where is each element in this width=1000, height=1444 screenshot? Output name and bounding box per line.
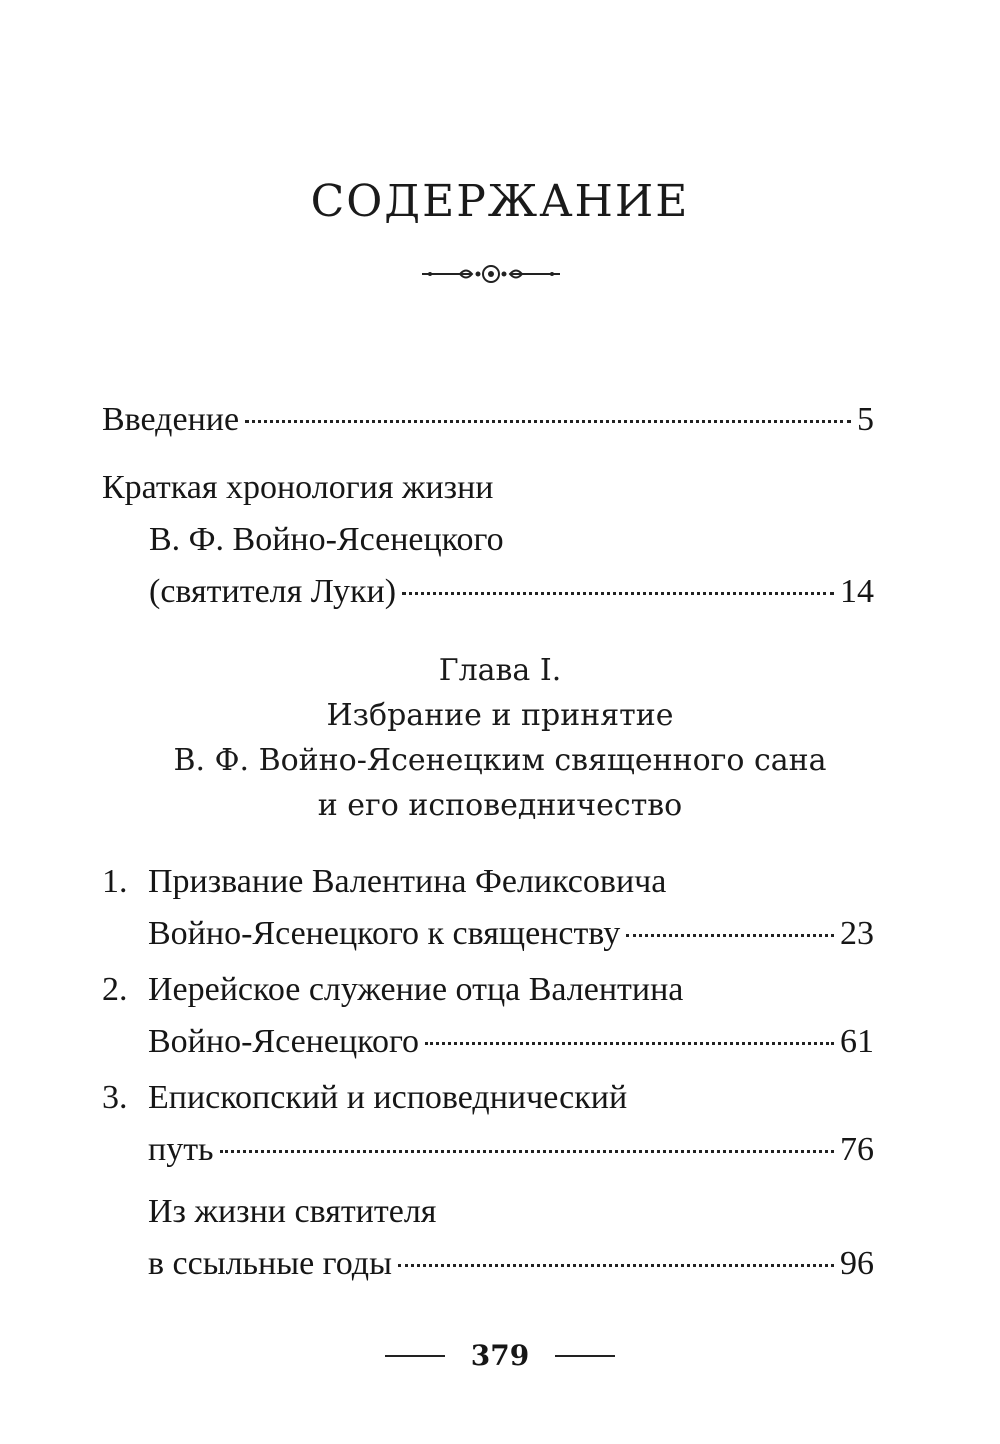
page-number: 379 (470, 1339, 530, 1372)
toc-entry-title: Призвание Валентина Феликсовича (148, 863, 667, 900)
toc-entry-section-2[interactable] (102, 964, 874, 1068)
toc-entry-chronology[interactable] (102, 462, 874, 618)
toc-entry-title: В. Ф. Войно-Ясенецкого (149, 521, 504, 558)
page-title: СОДЕРЖАНИЕ (310, 176, 690, 227)
toc-page-number: 76 (840, 1131, 874, 1168)
toc-entry-section-3[interactable] (102, 1072, 874, 1176)
toc-page-number: 61 (840, 1023, 874, 1060)
chapter-label: Глава I. (438, 653, 562, 688)
chapter-title-line: В. Ф. Войно-Ясенецким священного сана (173, 743, 827, 778)
dot-leader (425, 1042, 834, 1045)
dot-leader (402, 592, 834, 595)
chapter-title-line: Избрание и принятие (326, 698, 674, 733)
dot-leader (220, 1150, 834, 1153)
toc-entry-section-1[interactable] (102, 856, 874, 960)
section-number: 2. (102, 971, 128, 1008)
toc-page-number: 96 (840, 1245, 874, 1282)
toc-entry-title: Иерейское служение отца Валентина (148, 971, 684, 1008)
toc-entry-title: Войно-Ясенецкого к священству (148, 915, 621, 952)
page-folio (0, 1339, 1000, 1372)
dot-leader (626, 934, 834, 937)
dot-leader (398, 1264, 834, 1267)
toc-entry-introduction[interactable] (102, 394, 874, 446)
folio-rule-left (385, 1355, 445, 1357)
toc-page-number: 5 (857, 401, 874, 438)
chapter-heading (0, 648, 1000, 828)
section-number: 3. (102, 1079, 128, 1116)
toc-page-number: 14 (840, 573, 874, 610)
toc-entry-exile-years[interactable] (102, 1186, 874, 1290)
toc-page-number: 23 (840, 915, 874, 952)
toc-entry-title: Введение (102, 401, 240, 438)
fleuron-ornament-icon (420, 262, 562, 286)
toc-entry-title: путь (148, 1131, 214, 1168)
folio-rule-right (555, 1355, 615, 1357)
dot-leader (245, 420, 851, 423)
toc-entry-title: (святителя Луки) (149, 573, 397, 610)
chapter-title-line: и его исповедничество (317, 788, 683, 823)
toc-entry-title: Из жизни святителя (148, 1193, 437, 1230)
toc-entry-title: в ссыльные годы (148, 1245, 392, 1282)
toc-entry-title: Войно-Ясенецкого (148, 1023, 420, 1060)
section-number: 1. (102, 863, 128, 900)
toc-entry-title: Краткая хронология жизни (102, 469, 494, 506)
toc-entry-title: Епископский и исповеднический (148, 1079, 628, 1116)
